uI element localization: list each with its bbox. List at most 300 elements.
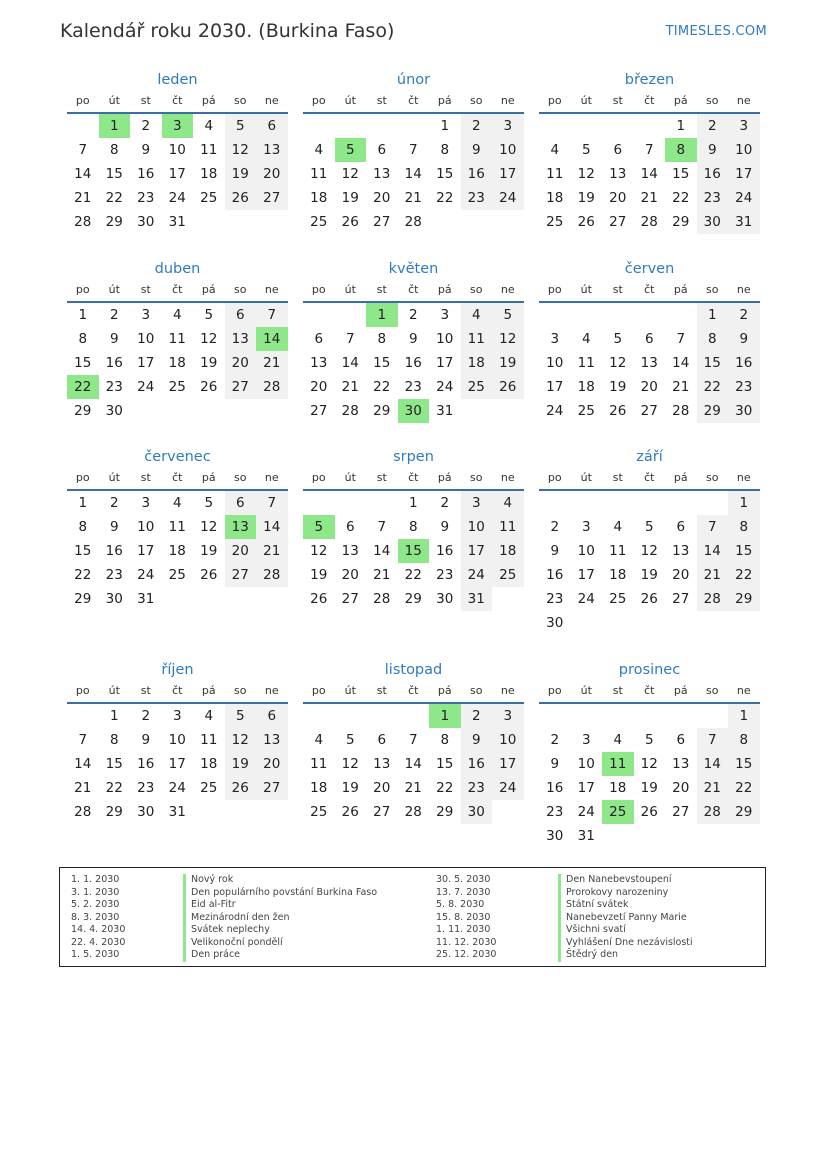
weekday-label: st — [612, 471, 623, 484]
weekend-day-cell: 13 — [256, 728, 288, 752]
day-cell: 1 — [78, 495, 88, 511]
day-cell: 27 — [672, 591, 690, 607]
day-cell: 19 — [609, 379, 627, 395]
weekday-header — [539, 680, 760, 704]
month-9 — [539, 447, 760, 635]
month-name: listopad — [384, 662, 443, 678]
weekday-label: ne — [500, 283, 515, 296]
weekend-day-cell: 16 — [461, 752, 493, 776]
day-cell: 15 — [105, 756, 123, 772]
weekend-day-cell: 6 — [225, 303, 257, 327]
day-cell: 14 — [404, 166, 422, 182]
day-cell: 12 — [577, 166, 595, 182]
empty-cell — [539, 303, 571, 327]
holiday-day-cell: 22 — [67, 375, 99, 399]
empty-cell — [602, 611, 634, 635]
weekday-label: pá — [673, 283, 688, 296]
day-cell: 2 — [550, 732, 560, 748]
weekend-day-cell: 2 — [461, 114, 493, 138]
day-cell: 28 — [672, 403, 690, 419]
holiday-day-cell: 1 — [366, 303, 398, 327]
weekend-day-cell: 1 — [728, 491, 760, 515]
legend-left-names — [183, 874, 377, 962]
day-cell: 19 — [310, 567, 328, 583]
weekday-label: čt — [172, 684, 183, 697]
day-cell: 12 — [200, 331, 218, 347]
day-cell: 25 — [310, 214, 328, 230]
day-cell: 15 — [436, 166, 454, 182]
day-cell: 22 — [436, 190, 454, 206]
day-cell: 29 — [105, 214, 123, 230]
month-name: březen — [624, 72, 675, 88]
weekend-day-cell: 3 — [461, 491, 493, 515]
weekday-header — [67, 680, 288, 704]
day-cell: 9 — [109, 331, 119, 347]
day-cell: 31 — [168, 214, 186, 230]
page-title: Kalendář roku 2030. (Burkina Faso) — [60, 20, 395, 42]
day-cell: 3 — [581, 519, 591, 535]
empty-cell — [130, 399, 162, 423]
weekend-day-cell: 21 — [697, 776, 729, 800]
day-cell: 4 — [550, 142, 560, 158]
empty-cell — [366, 491, 398, 515]
empty-cell — [335, 303, 367, 327]
weekday-label: po — [311, 471, 326, 484]
weekday-label: so — [470, 471, 483, 484]
day-cell: 14 — [341, 355, 359, 371]
day-cell: 27 — [373, 804, 391, 820]
weekday-header — [67, 279, 288, 303]
day-grid — [303, 114, 524, 234]
weekend-day-cell: 26 — [225, 776, 257, 800]
day-cell: 17 — [577, 567, 595, 583]
weekday-label: ne — [264, 471, 279, 484]
day-cell: 17 — [546, 379, 564, 395]
empty-cell — [665, 704, 697, 728]
brand-logo[interactable]: TIMESLES.COM — [665, 24, 767, 39]
weekend-day-cell: 9 — [461, 138, 493, 162]
legend-date: 1. 1. 2030 — [71, 874, 120, 885]
weekday-label: so — [470, 684, 483, 697]
weekend-day-cell: 17 — [492, 162, 524, 186]
day-cell: 17 — [137, 543, 155, 559]
month-8 — [303, 447, 524, 611]
weekend-day-cell: 21 — [697, 563, 729, 587]
day-cell: 31 — [436, 403, 454, 419]
empty-cell — [429, 210, 461, 234]
weekend-day-cell: 14 — [697, 752, 729, 776]
legend-holiday-name: Státní svátek — [558, 899, 693, 912]
day-cell: 3 — [141, 495, 151, 511]
weekday-label: po — [547, 94, 562, 107]
weekday-label: so — [706, 684, 719, 697]
day-cell: 19 — [200, 355, 218, 371]
day-cell: 24 — [168, 190, 186, 206]
day-cell: 19 — [200, 543, 218, 559]
holiday-day-cell: 8 — [665, 138, 697, 162]
day-cell: 10 — [168, 732, 186, 748]
legend-date: 5. 8. 2030 — [436, 899, 485, 910]
weekend-day-cell: 30 — [728, 399, 760, 423]
day-cell: 24 — [137, 379, 155, 395]
empty-cell — [492, 587, 524, 611]
day-cell: 21 — [672, 379, 690, 395]
day-grid — [67, 704, 288, 824]
day-cell: 25 — [310, 804, 328, 820]
weekday-label: ne — [264, 94, 279, 107]
day-cell: 18 — [310, 780, 328, 796]
weekend-day-cell: 30 — [461, 800, 493, 824]
month-11 — [303, 660, 524, 824]
weekend-day-cell: 31 — [461, 587, 493, 611]
day-cell: 26 — [577, 214, 595, 230]
empty-cell — [665, 303, 697, 327]
weekend-day-cell: 13 — [225, 327, 257, 351]
day-cell: 18 — [609, 567, 627, 583]
holiday-day-cell: 14 — [256, 327, 288, 351]
day-cell: 18 — [200, 756, 218, 772]
holiday-day-cell: 11 — [602, 752, 634, 776]
day-cell: 18 — [200, 166, 218, 182]
legend-holiday-name: Svátek neplechy — [183, 924, 377, 937]
day-cell: 16 — [137, 166, 155, 182]
holiday-day-cell: 1 — [429, 704, 461, 728]
day-cell: 11 — [168, 331, 186, 347]
empty-cell — [162, 587, 194, 611]
day-cell: 18 — [577, 379, 595, 395]
day-cell: 13 — [341, 543, 359, 559]
day-cell: 25 — [168, 567, 186, 583]
day-cell: 28 — [74, 804, 92, 820]
weekend-day-cell: 18 — [461, 351, 493, 375]
weekend-day-cell: 27 — [225, 563, 257, 587]
empty-cell — [602, 491, 634, 515]
weekday-header — [67, 467, 288, 491]
weekend-day-cell: 5 — [492, 303, 524, 327]
day-cell: 24 — [577, 804, 595, 820]
weekend-day-cell: 28 — [256, 563, 288, 587]
weekend-day-cell: 25 — [492, 563, 524, 587]
empty-cell — [303, 114, 335, 138]
day-cell: 12 — [341, 166, 359, 182]
day-cell: 21 — [74, 780, 92, 796]
day-cell: 22 — [404, 567, 422, 583]
holiday-day-cell: 15 — [398, 539, 430, 563]
day-cell: 30 — [105, 403, 123, 419]
weekday-label: pá — [673, 94, 688, 107]
weekend-day-cell: 15 — [728, 752, 760, 776]
empty-cell — [571, 704, 603, 728]
weekend-day-cell: 22 — [728, 776, 760, 800]
day-cell: 13 — [672, 756, 690, 772]
day-cell: 12 — [310, 543, 328, 559]
empty-cell — [303, 491, 335, 515]
day-cell: 20 — [640, 379, 658, 395]
day-grid — [67, 491, 288, 611]
weekday-label: čt — [644, 471, 655, 484]
weekend-day-cell: 16 — [728, 351, 760, 375]
empty-cell — [539, 704, 571, 728]
day-cell: 20 — [373, 190, 391, 206]
day-cell: 6 — [644, 331, 654, 347]
month-name: září — [636, 449, 663, 465]
day-cell: 3 — [550, 331, 560, 347]
empty-cell — [602, 704, 634, 728]
empty-cell — [256, 587, 288, 611]
day-cell: 6 — [377, 732, 387, 748]
weekend-day-cell: 3 — [492, 704, 524, 728]
day-cell: 5 — [204, 495, 214, 511]
empty-cell — [602, 303, 634, 327]
empty-cell — [571, 114, 603, 138]
weekday-label: čt — [644, 283, 655, 296]
empty-cell — [697, 824, 729, 848]
weekend-day-cell: 17 — [461, 539, 493, 563]
empty-cell — [571, 491, 603, 515]
weekday-header — [539, 279, 760, 303]
day-cell: 10 — [137, 331, 155, 347]
weekday-label: út — [344, 684, 356, 697]
day-cell: 17 — [436, 355, 454, 371]
day-cell: 30 — [137, 804, 155, 820]
weekday-label: ne — [264, 283, 279, 296]
day-cell: 6 — [377, 142, 387, 158]
day-cell: 13 — [672, 543, 690, 559]
day-cell: 20 — [373, 780, 391, 796]
day-cell: 9 — [550, 756, 560, 772]
weekday-label: pá — [201, 283, 216, 296]
day-cell: 5 — [581, 142, 591, 158]
empty-cell — [335, 704, 367, 728]
legend-holiday-name: Všichni svatí — [558, 924, 693, 937]
day-cell: 10 — [137, 519, 155, 535]
weekend-day-cell: 9 — [461, 728, 493, 752]
weekend-day-cell: 5 — [225, 114, 257, 138]
weekend-day-cell: 12 — [225, 728, 257, 752]
day-cell: 4 — [172, 307, 182, 323]
day-cell: 1 — [109, 708, 119, 724]
weekend-day-cell: 24 — [461, 563, 493, 587]
day-cell: 10 — [577, 543, 595, 559]
day-cell: 31 — [577, 828, 595, 844]
day-cell: 23 — [436, 567, 454, 583]
day-cell: 21 — [341, 379, 359, 395]
empty-cell — [492, 210, 524, 234]
weekday-label: pá — [437, 471, 452, 484]
empty-cell — [256, 399, 288, 423]
day-cell: 21 — [74, 190, 92, 206]
weekend-day-cell: 12 — [492, 327, 524, 351]
day-cell: 30 — [105, 591, 123, 607]
day-cell: 18 — [168, 355, 186, 371]
weekday-label: st — [376, 94, 387, 107]
month-4 — [67, 259, 288, 423]
empty-cell — [665, 491, 697, 515]
day-cell: 4 — [314, 732, 324, 748]
day-cell: 21 — [404, 780, 422, 796]
day-cell: 4 — [613, 519, 623, 535]
empty-cell — [67, 114, 99, 138]
weekend-day-cell: 24 — [492, 776, 524, 800]
day-cell: 4 — [172, 495, 182, 511]
weekday-label: st — [140, 94, 151, 107]
month-name: leden — [157, 72, 198, 88]
day-cell: 22 — [105, 190, 123, 206]
weekend-day-cell: 28 — [697, 587, 729, 611]
weekend-day-cell: 24 — [492, 186, 524, 210]
month-name: únor — [396, 72, 431, 88]
day-cell: 6 — [314, 331, 324, 347]
day-cell: 3 — [440, 307, 450, 323]
day-cell: 11 — [168, 519, 186, 535]
day-cell: 28 — [373, 591, 391, 607]
day-cell: 25 — [168, 379, 186, 395]
day-grid — [67, 303, 288, 423]
empty-cell — [634, 303, 666, 327]
empty-cell — [539, 114, 571, 138]
legend-right-dates — [436, 874, 496, 962]
day-cell: 25 — [577, 403, 595, 419]
weekend-day-cell: 21 — [256, 351, 288, 375]
day-cell: 14 — [74, 166, 92, 182]
day-cell: 27 — [341, 591, 359, 607]
day-cell: 15 — [74, 543, 92, 559]
weekday-label: po — [547, 471, 562, 484]
month-12 — [539, 660, 760, 848]
day-cell: 22 — [373, 379, 391, 395]
day-cell: 2 — [408, 307, 418, 323]
day-cell: 10 — [436, 331, 454, 347]
legend-date: 11. 12. 2030 — [436, 936, 497, 948]
month-name: duben — [154, 261, 201, 277]
day-cell: 14 — [404, 756, 422, 772]
legend-holiday-name: Nový rok — [183, 874, 377, 887]
weekend-day-cell: 8 — [728, 515, 760, 539]
day-cell: 1 — [78, 307, 88, 323]
empty-cell — [193, 399, 225, 423]
day-cell: 30 — [546, 615, 564, 631]
day-cell: 8 — [440, 142, 450, 158]
weekday-label: pá — [437, 283, 452, 296]
day-cell: 14 — [74, 756, 92, 772]
weekend-day-cell: 18 — [492, 539, 524, 563]
weekday-label: út — [108, 471, 120, 484]
day-grid — [539, 303, 760, 423]
day-cell: 27 — [310, 403, 328, 419]
weekday-label: st — [140, 283, 151, 296]
weekend-day-cell: 2 — [728, 303, 760, 327]
weekday-header — [303, 279, 524, 303]
weekday-label: pá — [201, 94, 216, 107]
weekend-day-cell: 8 — [728, 728, 760, 752]
empty-cell — [256, 800, 288, 824]
holiday-day-cell: 13 — [225, 515, 257, 539]
weekend-day-cell: 6 — [256, 704, 288, 728]
day-cell: 16 — [436, 543, 454, 559]
weekday-label: pá — [437, 94, 452, 107]
empty-cell — [303, 303, 335, 327]
day-cell: 23 — [137, 780, 155, 796]
empty-cell — [665, 611, 697, 635]
weekday-label: so — [706, 283, 719, 296]
day-cell: 13 — [609, 166, 627, 182]
empty-cell — [697, 704, 729, 728]
weekday-label: út — [108, 283, 120, 296]
day-cell: 2 — [109, 495, 119, 511]
day-cell: 16 — [546, 567, 564, 583]
holiday-day-cell: 5 — [335, 138, 367, 162]
day-cell: 11 — [200, 142, 218, 158]
month-name: červenec — [144, 449, 211, 465]
month-1 — [67, 70, 288, 234]
day-cell: 6 — [345, 519, 355, 535]
weekday-label: čt — [408, 283, 419, 296]
day-cell: 6 — [676, 732, 686, 748]
weekday-header — [539, 90, 760, 114]
legend-date: 13. 7. 2030 — [436, 886, 491, 898]
weekend-day-cell: 4 — [461, 303, 493, 327]
weekday-label: čt — [408, 471, 419, 484]
day-cell: 13 — [373, 756, 391, 772]
day-cell: 9 — [408, 331, 418, 347]
month-2 — [303, 70, 524, 234]
day-cell: 12 — [200, 519, 218, 535]
holiday-day-cell: 5 — [303, 515, 335, 539]
day-cell: 20 — [310, 379, 328, 395]
weekend-day-cell: 30 — [697, 210, 729, 234]
weekend-day-cell: 2 — [461, 704, 493, 728]
day-cell: 26 — [609, 403, 627, 419]
day-cell: 3 — [172, 708, 182, 724]
day-cell: 19 — [577, 190, 595, 206]
weekday-label: út — [344, 471, 356, 484]
legend-right-names — [558, 874, 693, 962]
day-cell: 9 — [550, 543, 560, 559]
weekday-label: st — [612, 94, 623, 107]
empty-cell — [225, 587, 257, 611]
day-cell: 24 — [137, 567, 155, 583]
day-cell: 3 — [141, 307, 151, 323]
day-cell: 29 — [74, 403, 92, 419]
weekday-label: ne — [736, 471, 751, 484]
day-cell: 29 — [672, 214, 690, 230]
day-cell: 4 — [314, 142, 324, 158]
weekday-label: st — [140, 684, 151, 697]
empty-cell — [193, 587, 225, 611]
day-cell: 27 — [640, 403, 658, 419]
day-cell: 18 — [168, 543, 186, 559]
legend-date: 30. 5. 2030 — [436, 874, 491, 885]
weekend-day-cell: 9 — [728, 327, 760, 351]
legend-holiday-name: Den Nanebevstoupení — [558, 874, 693, 887]
weekday-label: st — [376, 283, 387, 296]
day-cell: 17 — [137, 355, 155, 371]
day-cell: 7 — [644, 142, 654, 158]
day-cell: 30 — [546, 828, 564, 844]
weekday-label: ne — [264, 684, 279, 697]
weekday-label: út — [580, 471, 592, 484]
weekday-label: po — [311, 684, 326, 697]
weekday-label: st — [376, 684, 387, 697]
day-cell: 21 — [404, 190, 422, 206]
weekday-label: pá — [201, 471, 216, 484]
weekend-day-cell: 23 — [728, 375, 760, 399]
weekday-label: po — [75, 283, 90, 296]
day-cell: 11 — [577, 355, 595, 371]
month-name: červen — [624, 261, 675, 277]
day-cell: 8 — [109, 732, 119, 748]
weekend-day-cell: 20 — [225, 539, 257, 563]
